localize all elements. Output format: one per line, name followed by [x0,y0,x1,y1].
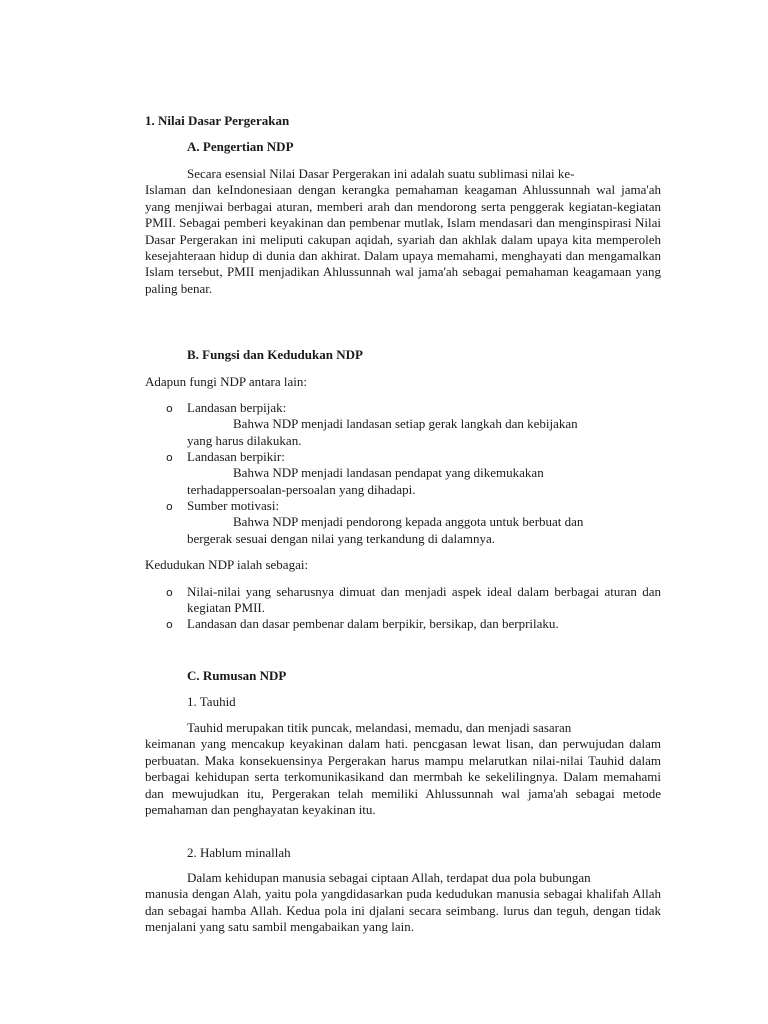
bullet-icon: o [166,451,173,464]
fungsi-item-desc-first: Bahwa NDP menjadi landasan setiap gerak langkah dan kebijakan [233,416,578,432]
bullet-icon: o [166,402,173,415]
fungsi-item [187,449,661,498]
hablum-title: 2. Hablum minallah [187,845,291,860]
kedudukan-intro: Kedudukan NDP ialah sebagai: [145,557,309,572]
section-a-paragraph-body: Islaman dan keIndonesiaan dengan kerangka pemahaman keagaman Ahlussunnah wal jama'ah yang menjiwai berbagai aturan, memberi arah dan mendorong serta penggerak kegiatan-kegiatan PMII. Sebagai pemberi keyakinan dan pembenar mutlak, Islam mendasari dan menginspirasi Nilai Dasar Pergerakan ini meliputi cakupan aqidah, syariah dan akhlak dalam upaya kita memperoleh kesejahteraan hidup di dunia dan akhirat. Dalam upaya memahami, menghayati dan mengamalkan Islam tersebut, PMII menjadikan Ahlussunnah wal jama'ah sebagai pemahaman keagamaan yang paling benar. [145,182,661,296]
fungsi-item-desc-first: Bahwa NDP menjadi pendorong kepada anggota untuk berbuat dan [233,514,584,530]
section-a-paragraph-first-line: Secara esensial Nilai Dasar Pergerakan ini adalah suatu sublimasi nilai ke- [187,166,575,181]
fungsi-item [187,400,661,449]
fungsi-intro: Adapun fungi NDP antara lain: [145,374,307,389]
fungsi-item [187,498,661,547]
hablum-paragraph-body: manusia dengan Alah, yaitu pola yangdidasarkan puda kedudukan manusia sebagai khalifah Allah dan sebagai hamba Allah. Kedua pola ini djalani secara seimbang. lurus dan teguh, dengan tidak menjalani yang satu sambil mengabaikan yang lain. [145,886,661,935]
bullet-icon: o [166,586,173,599]
tauhid-paragraph [145,720,661,818]
fungsi-item-desc-rest: yang harus dilakukan. [187,432,302,448]
section-a-title: A. Pengertian NDP [187,139,294,154]
fungsi-item-desc-rest: bergerak sesuai dengan nilai yang terkandung di dalamnya. [187,530,496,546]
fungsi-item-label: Sumber motivasi: [187,498,280,513]
kedudukan-item: Landasan dan dasar pembenar dalam berpikir, bersikap, dan berprilaku. [187,616,559,631]
hablum-paragraph [145,870,661,936]
page-heading: 1. Nilai Dasar Pergerakan [145,113,290,128]
section-c-title: C. Rumusan NDP [187,668,287,683]
bullet-icon: o [166,500,173,513]
kedudukan-item: Nilai-nilai yang seharusnya dimuat dan menjadi aspek ideal dalam berbagai aturan dan kegiatan PMII. [187,584,661,616]
hablum-paragraph-first-line: Dalam kehidupan manusia sebagai ciptaan Allah, terdapat dua pola bubungan [187,870,591,885]
section-b-title: B. Fungsi dan Kedudukan NDP [187,347,363,362]
bullet-icon: o [166,618,173,631]
fungsi-item-desc-rest: terhadappersoalan-persoalan yang dihadapi. [187,481,416,497]
tauhid-paragraph-body: keimanan yang mencakup keyakinan dalam hati. pencgasan lewat lisan, dan perwujudan dalam perbuatan. Maka konsekuensinya Pergerakan harus mampu melarutkan nilai-nilai Tauhid dalam berbagai kehidupan serta terkomunikasikand dan mermbah ke sekelilingnya. Dalam memahami dan mewujudkan itu, Pergerakan telah memiliki Ahlussunnah wal jama'ah sebagai metode pemahaman dan penghayatan keyakinan itu. [145,736,661,818]
tauhid-title: 1. Tauhid [187,694,236,709]
fungsi-item-label: Landasan berpijak: [187,400,287,415]
fungsi-item-desc-first: Bahwa NDP menjadi landasan pendapat yang dikemukakan [233,465,544,481]
tauhid-paragraph-first-line: Tauhid merupakan titik puncak, melandasi, memadu, dan menjadi sasaran [187,720,572,735]
fungsi-item-label: Landasan berpikir: [187,449,285,464]
section-a-paragraph [145,166,661,297]
